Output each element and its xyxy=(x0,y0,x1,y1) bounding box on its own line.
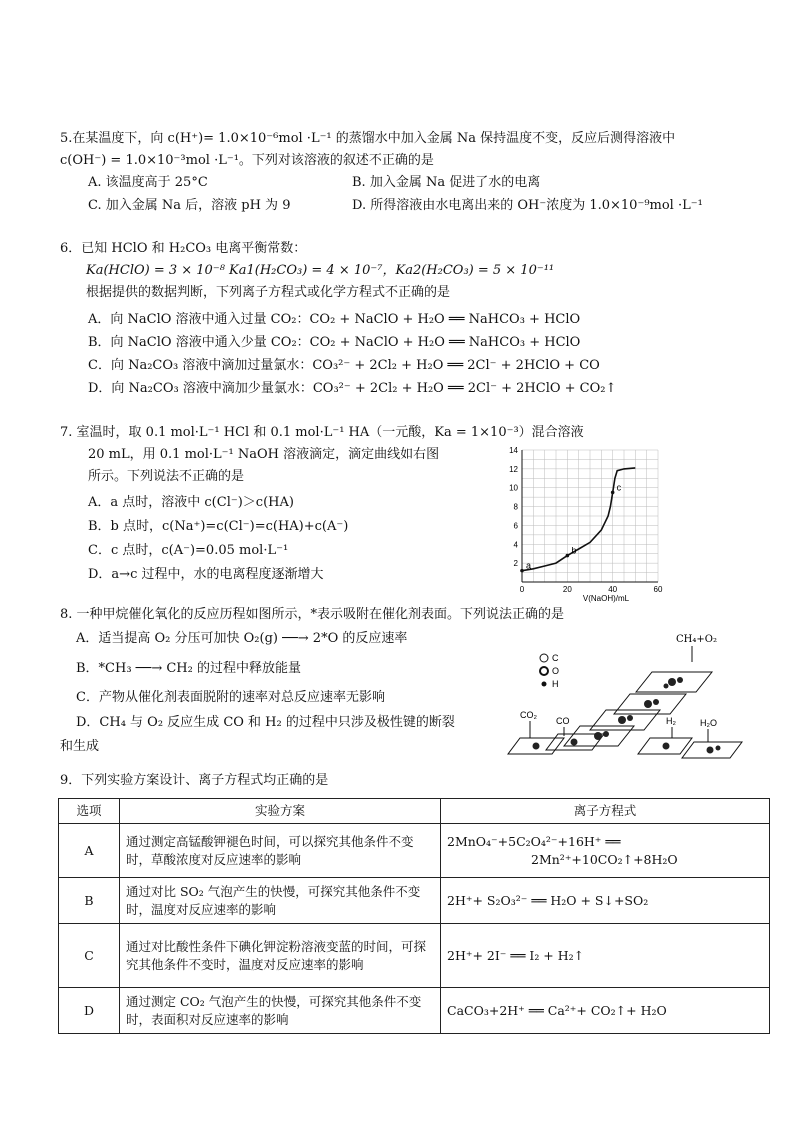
label-h2: H₂ xyxy=(666,716,676,726)
q7-option-c: C．c 点时，c(A⁻)=0.05 mol·L⁻¹ xyxy=(88,543,289,558)
y-tick-label: 12 xyxy=(509,464,518,474)
table-row xyxy=(59,824,770,878)
q6-option-c: C．向 Na₂CO₃ 溶液中滴加过量氯水：CO₃²⁻ + 2Cl₂ + H₂O ══ 2Cl⁻ + 2HClO + CO xyxy=(88,358,600,373)
q8-stem: 8. 一种甲烷催化氧化的反应历程如图所示，*表示吸附在催化剂表面。下列说法正确的是 xyxy=(60,607,565,622)
row-a-equation xyxy=(441,824,770,878)
row-b-equation: 2H⁺+ S₂O₃²⁻ ══ H₂O + S↓+SO₂ xyxy=(441,878,770,924)
q5-option-d: D. 所得溶液由水电离出来的 OH⁻浓度为 1.0×10⁻⁹mol ·L⁻¹ xyxy=(352,198,703,213)
row-b-plan: 通过对比 SO₂ 气泡产生的快慢，可探究其他条件不变时，温度对反应速率的影响 xyxy=(120,878,441,924)
label-co: CO xyxy=(556,716,570,726)
q5-stem-line1: 5.在某温度下，向 c(H⁺)= 1.0×10⁻⁶mol ·L⁻¹ 的蒸馏水中加入金属 Na 保持温度不变，反应后测得溶液中 xyxy=(60,131,676,146)
row-b-option: B xyxy=(59,878,120,924)
header-option: 选项 xyxy=(59,799,120,824)
titration-chart xyxy=(498,444,668,604)
row-a-equation-line1: 2MnO₄⁻+5C₂O₄²⁻+16H⁺ ══ xyxy=(447,833,621,849)
point-a xyxy=(520,569,524,573)
legend-carbon: C xyxy=(552,653,559,663)
header-equation: 离子方程式 xyxy=(441,799,770,824)
y-tick-label: 8 xyxy=(513,502,518,512)
q5-option-c: C. 加入金属 Na 后，溶液 pH 为 9 xyxy=(88,198,291,213)
row-d-plan: 通过测定 CO₂ 气泡产生的快慢，可探究其他条件不变时，表面积对反应速率的影响 xyxy=(120,988,441,1034)
q8-option-b: B．*CH₃ ──→ CH₂ 的过程中释放能量 xyxy=(76,661,301,676)
q8-option-d: D．CH₄ 与 O₂ 反应生成 CO 和 H₂ 的过程中只涉及极性键的断裂 xyxy=(76,715,455,730)
q7-option-b: B．b 点时，c(Na⁺)=c(Cl⁻)=c(HA)+c(A⁻) xyxy=(88,519,349,534)
q5-option-a: A. 该温度高于 25°C xyxy=(88,175,208,190)
header-plan: 实验方案 xyxy=(120,799,441,824)
row-c-plan: 通过对比酸性条件下碘化钾淀粉溶液变蓝的时间，可探究其他条件不变时，温度对反应速率的影响 xyxy=(120,924,441,988)
q5-option-b: B. 加入金属 Na 促进了水的电离 xyxy=(352,175,541,190)
q5-stem-line2: c(OH⁻) = 1.0×10⁻³mol ·L⁻¹。下列对该溶液的叙述不正确的是 xyxy=(60,153,434,168)
row-a-plan: 通过测定高锰酸钾褪色时间，可以探究其他条件不变时，草酸浓度对反应速率的影响 xyxy=(120,824,441,878)
q9-stem: 9．下列实验方案设计、离子方程式均正确的是 xyxy=(60,773,329,788)
legend-carbon-icon xyxy=(540,654,548,662)
point-b xyxy=(566,554,570,558)
row-d-option: D xyxy=(59,988,120,1034)
x-tick-label: 60 xyxy=(653,585,663,594)
x-tick-label: 0 xyxy=(519,585,525,594)
x-tick-label: 20 xyxy=(562,585,572,594)
reaction-mechanism-diagram xyxy=(480,626,770,766)
row-a-equation-line2: 2Mn²⁺+10CO₂↑+8H₂O xyxy=(531,851,678,867)
table-row xyxy=(59,878,770,924)
label-h2o: H₂O xyxy=(700,718,717,728)
q8-option-c: C．产物从催化剂表面脱附的速率对总反应速率无影响 xyxy=(76,690,385,705)
y-tick-label: 14 xyxy=(509,446,518,455)
chart-point-labels xyxy=(520,482,621,572)
chart-x-tick-labels xyxy=(520,585,663,594)
experiment-table xyxy=(58,798,770,1034)
chart-grid xyxy=(522,450,658,582)
q6-option-a: A．向 NaClO 溶液中通入过量 CO₂：CO₂ + NaClO + H₂O ══ NaHCO₃ + HClO xyxy=(88,312,581,327)
row-a-option: A xyxy=(59,824,120,878)
point-label-c: c xyxy=(616,482,622,493)
row-d-equation: CaCO₃+2H⁺ ══ Ca²⁺+ CO₂↑+ H₂O xyxy=(441,988,770,1034)
q6-constants: Ka(HClO) = 3 × 10⁻⁸ Ka1(H₂CO₃) = 4 × 10⁻⁷，Ka2(H₂CO₃) = 5 × 10⁻¹¹ xyxy=(86,263,555,278)
row-c-equation: 2H⁺+ 2I⁻ ══ I₂ + H₂↑ xyxy=(441,924,770,988)
table-row xyxy=(59,924,770,988)
legend-oxygen-icon xyxy=(540,667,548,675)
q6-stem-line3: 根据提供的数据判断，下列离子方程式或化学方程式不正确的是 xyxy=(86,285,451,300)
q7-stem-line1: 7. 室温时，取 0.1 mol·L⁻¹ HCl 和 0.1 mol·L⁻¹ HA（一元酸，Ka = 1×10⁻³）混合溶液 xyxy=(60,425,584,440)
table-header-row xyxy=(59,799,770,824)
q6-option-d: D．向 Na₂CO₃ 溶液中滴加少量氯水：CO₃²⁻ + 2Cl₂ + H₂O ══ 2Cl⁻ + 2HClO + CO₂↑ xyxy=(88,381,617,396)
chart-x-label: V(NaOH)/mL xyxy=(582,594,630,603)
q7-option-d: D．a→c 过程中，水的电离程度逐渐增大 xyxy=(88,567,324,582)
row-c-option: C xyxy=(59,924,120,988)
legend-oxygen: O xyxy=(552,666,560,676)
point-label-a: a xyxy=(526,560,532,571)
y-tick-label: 2 xyxy=(513,559,518,569)
legend-hydrogen-icon xyxy=(542,682,547,687)
chart-y-tick-labels xyxy=(509,446,518,568)
q7-stem-line3: 所示。下列说法不正确的是 xyxy=(88,469,245,484)
q7-option-a: A．a 点时，溶液中 c(Cl⁻)＞c(HA) xyxy=(88,495,294,510)
table-row xyxy=(59,988,770,1034)
y-tick-label: 6 xyxy=(513,521,518,531)
label-co2: CO₂ xyxy=(520,710,537,720)
q7-stem-line2: 20 mL，用 0.1 mol·L⁻¹ NaOH 溶液滴定，滴定曲线如右图 xyxy=(88,447,440,462)
point-c xyxy=(611,491,615,495)
y-tick-label: 10 xyxy=(509,483,518,493)
diagram-top-label: CH₄+O₂ xyxy=(676,634,717,645)
point-label-b: b xyxy=(571,545,577,556)
y-tick-label: 4 xyxy=(513,540,518,550)
x-tick-label: 40 xyxy=(608,585,618,594)
q6-option-b: B．向 NaClO 溶液中通入少量 CO₂：CO₂ + NaClO + H₂O ══ NaHCO₃ + HClO xyxy=(88,335,581,350)
q6-stem-line1: 6．已知 HClO 和 H₂CO₃ 电离平衡常数： xyxy=(60,241,307,256)
q8-option-a: A．适当提高 O₂ 分压可加快 O₂(g) ──→ 2*O 的反应速率 xyxy=(76,631,408,646)
legend-hydrogen: H xyxy=(552,679,559,689)
q8-option-d-continued: 和生成 xyxy=(60,739,100,754)
